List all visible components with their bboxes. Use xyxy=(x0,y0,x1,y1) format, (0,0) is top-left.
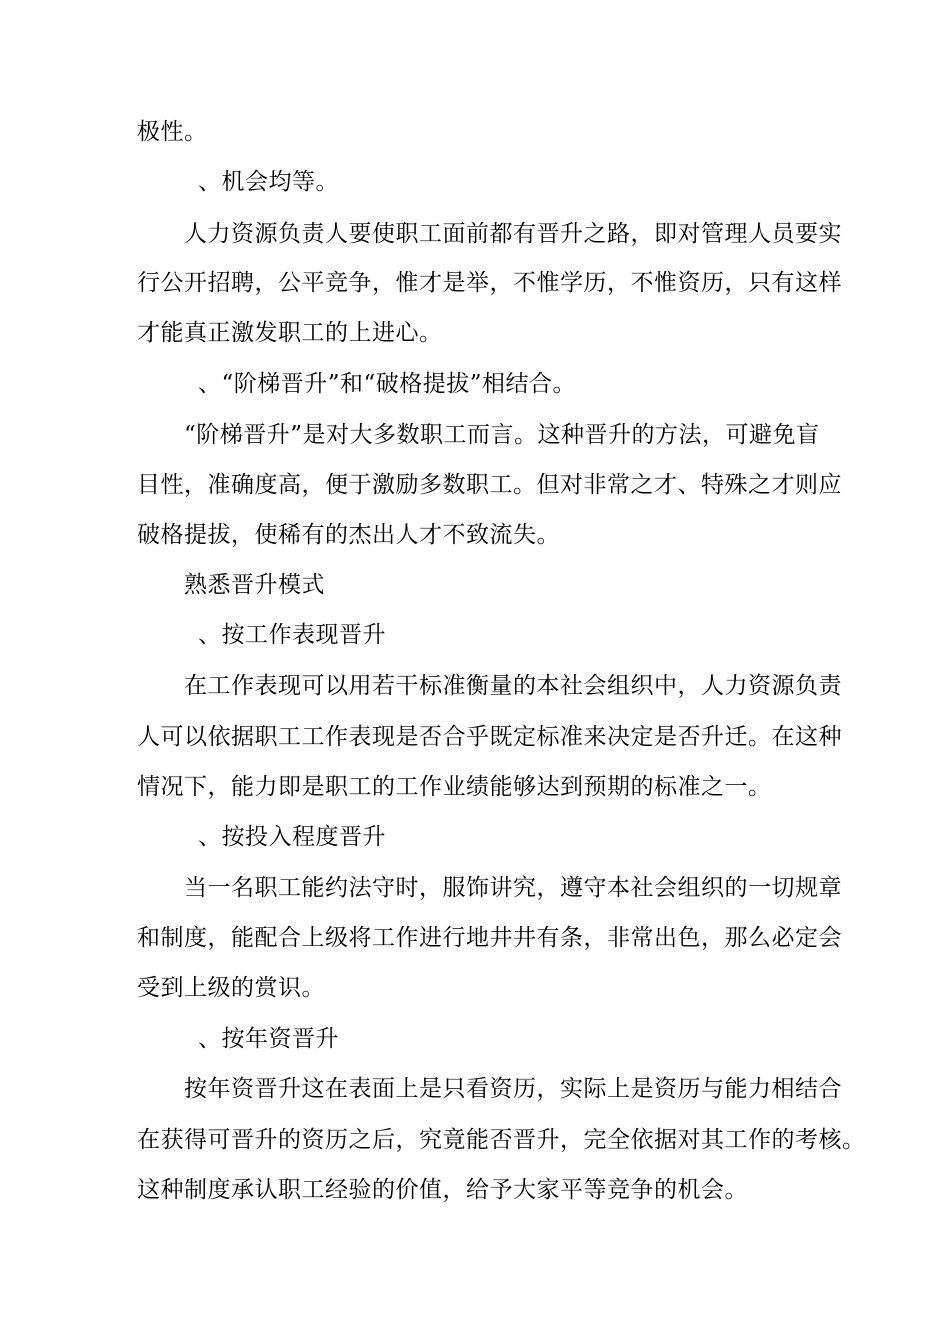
text-line: 人力资源负责人要使职工面前都有晋升之路，即对管理人员要实 xyxy=(184,221,842,247)
text-line: 极性。 xyxy=(137,119,208,145)
text-line: 受到上级的赏识。 xyxy=(137,975,325,1001)
section-heading: 、按工作表现晋升 xyxy=(198,622,386,648)
text-line: 才能真正激发职工的上进心。 xyxy=(137,320,443,346)
section-heading: 、机会均等。 xyxy=(198,169,339,195)
section-heading: 、按投入程度晋升 xyxy=(198,824,386,850)
text-line: 目性，准确度高，便于激励多数职工。但对非常之才、特殊之才则应 xyxy=(137,472,842,498)
section-heading: 、“阶梯晋升”和“破格提拔”相结合。 xyxy=(198,371,577,397)
text-line: 按年资晋升这在表面上是只看资历，实际上是资历与能力相结合 xyxy=(184,1076,842,1102)
text-line: 在获得可晋升的资历之后，究竟能否晋升，完全依据对其工作的考核。 xyxy=(137,1127,866,1153)
text-line: 情况下，能力即是职工的工作业绩能够达到预期的标准之一。 xyxy=(137,774,772,800)
text-line: 人可以依据职工工作表现是否合乎既定标准来决定是否升迁。在这种 xyxy=(137,724,842,750)
text-line: 和制度，能配合上级将工作进行地井井有条，非常出色，那么必定会 xyxy=(137,925,842,951)
section-heading: 熟悉晋升模式 xyxy=(184,572,325,598)
text-line: 在工作表现可以用若干标准衡量的本社会组织中，人力资源负责 xyxy=(184,673,842,699)
text-line: 这种制度承认职工经验的价值，给予大家平等竞争的机会。 xyxy=(137,1177,748,1203)
text-line: “阶梯晋升”是对大多数职工而言。这种晋升的方法，可避免盲 xyxy=(184,422,820,448)
text-line: 破格提拔，使稀有的杰出人才不致流失。 xyxy=(137,522,560,548)
text-line: 当一名职工能约法守时，服饰讲究，遵守本社会组织的一切规章 xyxy=(184,875,842,901)
section-heading: 、按年资晋升 xyxy=(198,1026,339,1052)
text-line: 行公开招聘，公平竞争，惟才是举，不惟学历，不惟资历，只有这样 xyxy=(137,270,842,296)
